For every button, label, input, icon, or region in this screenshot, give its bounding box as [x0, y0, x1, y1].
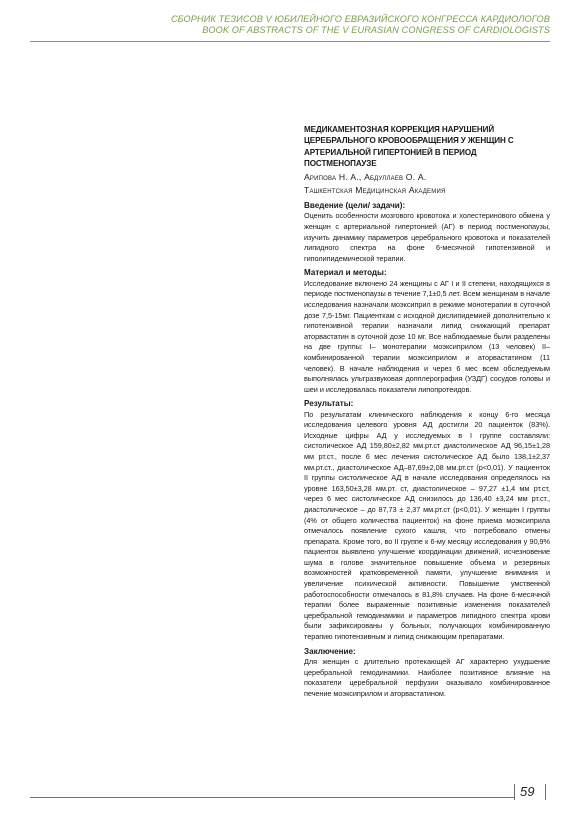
- header-line-russian: СБОРНИК ТЕЗИСОВ V ЮБИЛЕЙНОГО ЕВРАЗИЙСКОГО КОНГРЕССА КАРДИОЛОГОВ: [170, 14, 550, 24]
- section-text: По результатам клинического наблюдения к концу 6-го месяца исследования целевого уровня АД достигли 20 пациенток (83%). Исходные цифры АД у исследуемых в I группе составляли: систолическое АД 159,80±2,82 мм.рт.ст диастолическое АД 96,15±1,28 мм рт.ст., после 6 мес лечения систолическое АД было 138,1±2,37 мм.рт.ст., диастолическое АД–87,69±2,08 мм.рт.ст (р<0,01). У пациенток II группы систолическое АД в начале исследования определялось на уровне 163,50±3,28 мм.рт. ст, диастолическое – 97,27 ±1,4 мм рт.ст, через 6 мес систолическое АД снизилось до 136,40 ±3,24 мм рт.ст., диастолическое – до 87,73 ± 2,37 мм.рт.ст (р<0,01). У женщин I группы (4% от общего количества пациенток) на фоне приема моэксиприла отмечалось появление сухого кашля, что потребовало отмены препарата. Кроме того, во II группе к 6-му месяцу исследования у 90,9% пациенток выявлено улучшение координации движений, исчезновение шума в голове значительное повышение объема и резервных возможностей кратковременной памяти, улучшение внимания и увеличение психической активности. Повышение умственной работоспособности отмечалось в 81,8% случаев. На фоне 6-месячной терапии более выраженные позитивные изменения показателей церебральной гемодинамики и параметров липидного спектра крови были зафиксированы у больных, получающих комбинированную терапию гипотензивным и липид снижающим препаратами.: [304, 409, 550, 642]
- section-heading: Заключение:: [304, 646, 356, 656]
- footer-tick-left: [514, 784, 515, 800]
- running-header: [80, 14, 550, 36]
- section-text: Оценить особенности мозгового кровотока и холестеринового обмена у женщин с артериальной гипертонией (АГ) в период постменопаузы, изучить динамику параметров церебрального кровотока и показателей липидного спектра на фоне 6-месячной гипотензивной и гиполипидемической терапии.: [304, 211, 550, 263]
- section-heading: Материал и методы:: [304, 268, 387, 278]
- header-divider: [30, 41, 550, 42]
- section-introduction: [304, 200, 550, 264]
- page-number: 59: [520, 784, 535, 799]
- section-conclusion: [304, 646, 550, 700]
- footer-tick-right: [545, 784, 546, 800]
- section-methods: [304, 267, 550, 395]
- institution: Ташкентская Медицинская Академия: [304, 185, 446, 196]
- section-results: [304, 398, 550, 642]
- footer-divider: [30, 797, 514, 798]
- section-text: Исследование включено 24 женщины с АГ I и II степени, находящихся в периоде постменопаузы в течение 7,1±0,5 лет. Всем женщинам в начале исследования назначали моэксиприл в режиме монотерапии в суточной дозе 7,5-15мг. Пациенткам с исходной дислипидемией дополнительно к гипотензивной терапии назначали липид снижающий препарат аторвастатин в суточной дозе 10 мг. Все наблюдаемые были разделены на две группы: I– монотерапии моэксиприлом (13 человек) II– комбинированной терапии моэксиприлом и аторвастатином (11 человек). В начале наблюдения и через 6 мес всем обследуемым выполнялась ультразвуковая допплерография (УЗДГ) сосудов головы и шеи и исследовалась показатели липопротеидов.: [304, 278, 550, 394]
- abstract-column: [304, 124, 550, 699]
- section-text: Для женщин с длительно протекающей АГ характерно ухудшение церебральной гемодинамики. Наиболее позитивное влияние на показатели церебральной перфузии оказывало комбинированное печение моэксиприлом и аторвастатином.: [304, 656, 550, 698]
- section-heading: Результаты:: [304, 399, 354, 409]
- section-heading: Введение (цели/ задачи):: [304, 201, 406, 211]
- abstract-title: МЕДИКАМЕНТОЗНАЯ КОРРЕКЦИЯ НАРУШЕНИЙ ЦЕРЕБРАЛЬНОГО КРОВООБРАЩЕНИЯ У ЖЕНЩИН С АРТЕРИАЛЬНОЙ ГИПЕРТОНИЕЙ В ПЕРИОД ПОСТМЕНОПАУЗЕ: [304, 125, 514, 168]
- authors: Арипова Н. А., Абдуллаев О. А.: [304, 172, 427, 183]
- header-line-english: BOOK OF ABSTRACTS OF THE V EURASIAN CONGRESS OF CARDIOLOGISTS: [202, 25, 550, 35]
